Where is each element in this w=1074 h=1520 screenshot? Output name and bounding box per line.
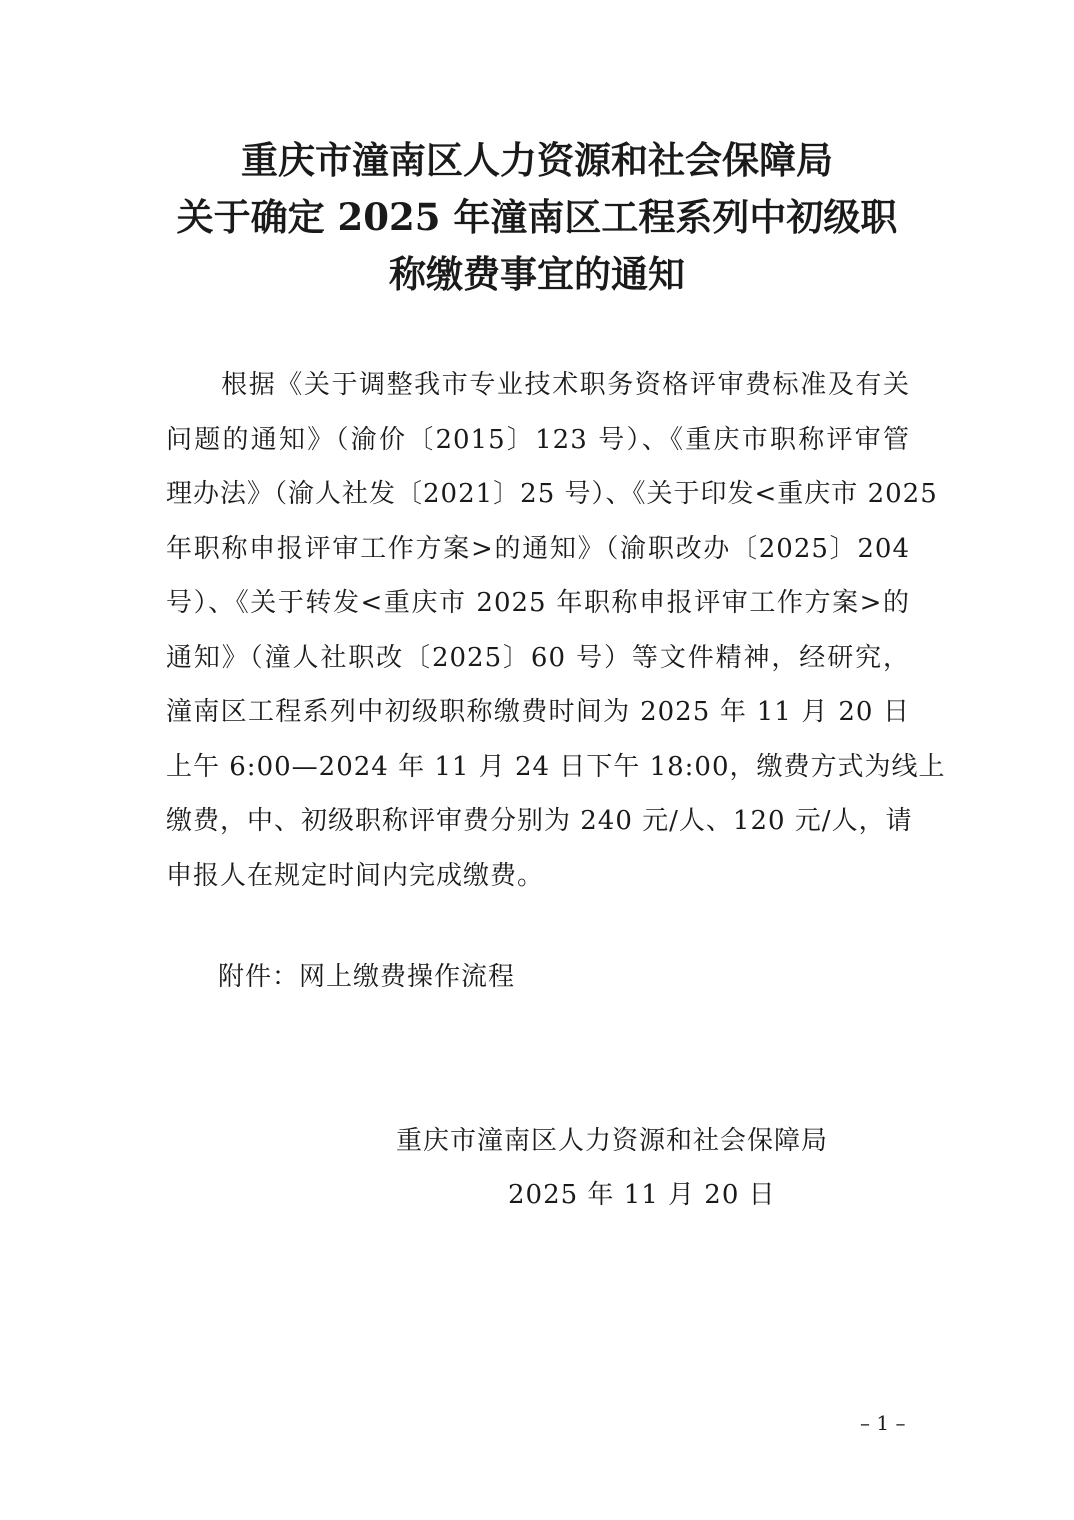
attachment-note: 附件：网上缴费操作流程 (218, 962, 516, 992)
body-text (166, 358, 946, 903)
body-line: 问题的通知》（渝价〔2015〕123 号）、《重庆市职称评审管 (166, 424, 910, 455)
page-number: – 1 – (860, 1411, 906, 1435)
body-line: 号）、《关于转发<重庆市 2025 年职称申报评审工作方案>的 (166, 588, 910, 618)
body-line: 潼南区工程系列中初级职称缴费时间为 2025 年 11 月 20 日 (166, 697, 910, 727)
body-line: 申报人在规定时间内完成缴费。 (166, 860, 545, 891)
body-line: 根据《关于调整我市专业技术职务资格评审费标准及有关 (166, 370, 910, 400)
body-line: 通知》（潼人社职改〔2025〕60 号）等文件精神，经研究， (166, 642, 910, 673)
title-line-2: 关于确定 2025 年潼南区工程系列中初级职 (176, 195, 898, 239)
signature-date: 2025 年 11 月 20 日 (508, 1180, 776, 1210)
body-line: 缴费，中、初级职称评审费分别为 240 元/人、120 元/人，请 (166, 806, 913, 836)
document-title (120, 132, 954, 303)
signature-organization: 重庆市潼南区人力资源和社会保障局 (396, 1126, 829, 1156)
title-line-3: 称缴费事宜的通知 (389, 252, 685, 296)
body-line: 上午 6:00—2024 年 11 月 24 日下午 18:00，缴费方式为线上 (166, 751, 946, 782)
body-line: 理办法》（渝人社发〔2021〕25 号）、《关于印发<重庆市 2025 (166, 479, 938, 509)
body-line: 年职称申报评审工作方案>的通知》（渝职改办〔2025〕204 (166, 533, 910, 564)
title-line-1: 重庆市潼南区人力资源和社会保障局 (241, 138, 833, 182)
